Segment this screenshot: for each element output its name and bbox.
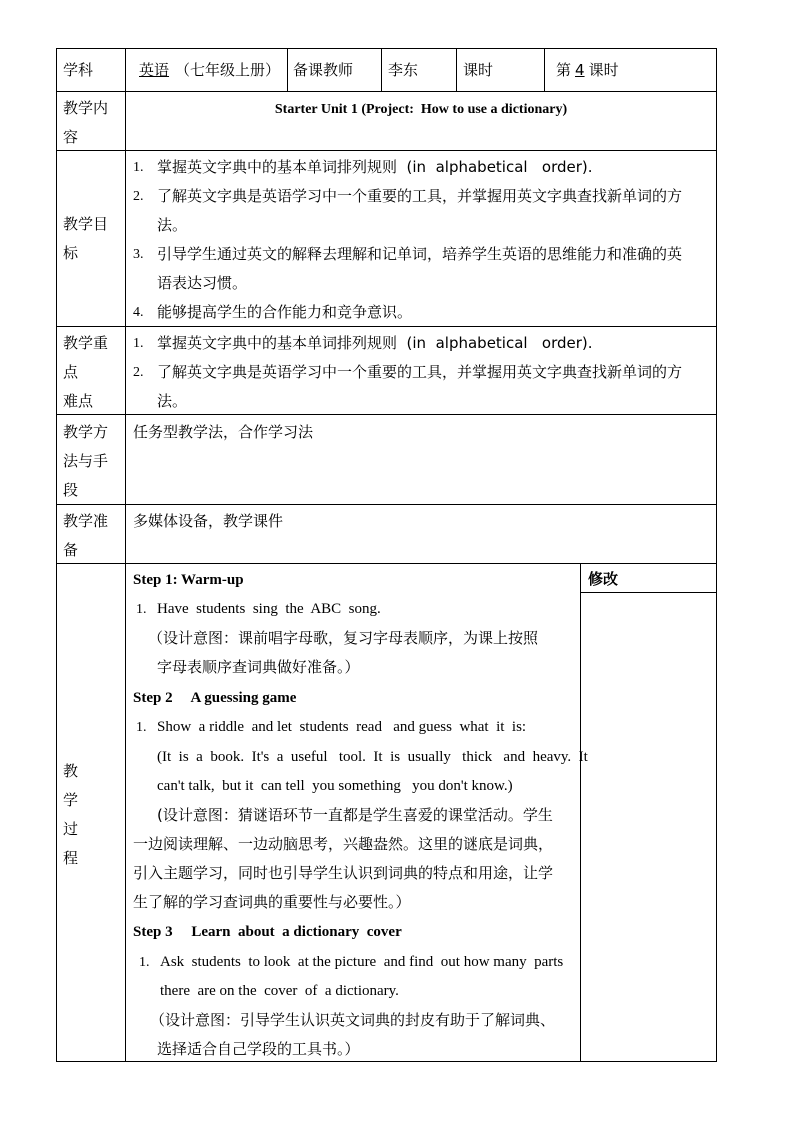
content-label-line-1: 教学内	[63, 99, 109, 117]
objectives-label-line-1: 教学目	[63, 215, 109, 233]
methods-label-line-2: 法与手	[63, 452, 109, 470]
step2-note: 引入主题学习，同时也引导学生认识到词典的特点和用途，让学	[133, 864, 554, 882]
preparation-value: 多媒体设备，教学课件	[133, 512, 284, 530]
keypoint-text: 法。	[157, 392, 188, 410]
objective-text: 了解英文字典是英语学习中一个重要的工具，并掌握用英文字典查找新单词的方	[157, 187, 683, 205]
row-divider	[56, 150, 717, 151]
period-suffix: 课时	[588, 61, 619, 79]
lesson-title: Starter Unit 1 (Project: How to use a dictionary)	[274, 102, 568, 117]
objective-number: 3.	[133, 247, 144, 262]
process-label-char: 程	[63, 849, 79, 867]
step2-riddle: can't talk, but it can tell you something you don't know.)	[157, 778, 513, 794]
table-border-bottom	[56, 1061, 717, 1062]
subject-value	[133, 56, 280, 85]
process-label-char: 过	[63, 820, 79, 838]
period-label: 课时	[463, 61, 494, 79]
teacher-label: 备课教师	[293, 61, 354, 79]
objectives-label-line-2: 标	[63, 244, 79, 262]
objective-number: 1.	[133, 160, 144, 175]
step2-note: (设计意图：猜谜语环节一直都是学生喜爱的课堂活动。学生	[157, 806, 553, 824]
preparation-label-line-1: 教学准	[63, 512, 109, 530]
step1-note: 字母表顺序查词典做好准备。）	[157, 658, 360, 676]
step2-item-number: 1.	[136, 720, 147, 735]
teacher-name: 李东	[388, 61, 419, 79]
keypoint-text: 掌握英文字典中的基本单词排列规则 (in alphabetical order).	[157, 334, 593, 352]
keypoints-label-line-3: 难点	[63, 392, 94, 410]
row-divider	[56, 504, 717, 505]
process-label-char: 教	[63, 762, 79, 780]
step2-title: Step 2 A guessing game	[133, 690, 297, 706]
methods-value: 任务型教学法，合作学习法	[133, 423, 314, 441]
header-divider	[456, 48, 457, 91]
preparation-label-line-2: 备	[63, 541, 79, 559]
table-border-right	[716, 48, 717, 1062]
revision-column-divider	[580, 563, 581, 1062]
step3-item-number: 1.	[139, 955, 150, 970]
subject-grade: （七年级上册）	[175, 61, 281, 79]
keypoint-number: 2.	[133, 365, 144, 380]
row-divider	[56, 91, 717, 92]
keypoint-text: 了解英文字典是英语学习中一个重要的工具，并掌握用英文字典查找新单词的方	[157, 363, 683, 381]
revision-header: 修改	[588, 570, 619, 588]
objective-text: 掌握英文字典中的基本单词排列规则 (in alphabetical order).	[157, 158, 593, 176]
keypoints-label-line-2: 点	[63, 363, 79, 381]
period-value	[556, 56, 619, 85]
header-divider	[287, 48, 288, 91]
objective-text: 法。	[157, 216, 188, 234]
step1-title: Step 1: Warm-up	[133, 572, 244, 588]
period-prefix: 第	[556, 61, 572, 79]
step3-item: Ask students to look at the picture and find out how many parts	[160, 954, 564, 970]
label-column-divider	[125, 48, 126, 1062]
step1-note: （设计意图：课前唱字母歌，复习字母表顺序，为课上按照	[148, 629, 539, 647]
process-label-char: 学	[63, 791, 79, 809]
subject-label: 学科	[63, 61, 94, 79]
keypoint-number: 1.	[133, 336, 144, 351]
header-divider	[381, 48, 382, 91]
table-border-top	[56, 48, 717, 49]
objective-text: 能够提高学生的合作能力和竞争意识。	[157, 303, 413, 321]
step2-note: 一边阅读理解、一边动脑思考，兴趣盎然。这里的谜底是词典，	[133, 835, 554, 853]
keypoints-label-line-1: 教学重	[63, 334, 109, 352]
objective-text: 引导学生通过英文的解释去理解和记单词，培养学生英语的思维能力和准确的英	[157, 245, 683, 263]
step2-item: Show a riddle and let students read and guess what it is:	[157, 719, 527, 735]
methods-label-line-3: 段	[63, 481, 79, 499]
step1-item-number: 1.	[136, 602, 147, 617]
row-divider	[56, 563, 717, 564]
objective-text: 语表达习惯。	[157, 274, 248, 292]
content-label-line-2: 容	[63, 128, 79, 146]
header-divider	[544, 48, 545, 91]
objective-number: 4.	[133, 305, 144, 320]
step3-note: （设计意图：引导学生认识英文词典的封皮有助于了解词典、	[150, 1011, 556, 1029]
period-number: 4	[575, 61, 585, 79]
row-divider	[56, 414, 717, 415]
methods-label-line-1: 教学方	[63, 423, 109, 441]
subject-name: 英语	[139, 61, 170, 79]
step3-item: there are on the cover of a dictionary.	[160, 983, 399, 999]
step1-item: Have students sing the ABC song.	[157, 601, 381, 617]
objective-number: 2.	[133, 189, 144, 204]
step3-title: Step 3 Learn about a dictionary cover	[133, 924, 402, 940]
step2-riddle: (It is a book. It's a useful tool. It is usually thick and heavy. It	[157, 749, 588, 765]
step3-note: 选择适合自己学段的工具书。）	[157, 1040, 360, 1058]
step2-note: 生了解的学习查词典的重要性与必要性。）	[133, 893, 411, 911]
table-border-left	[56, 48, 57, 1062]
